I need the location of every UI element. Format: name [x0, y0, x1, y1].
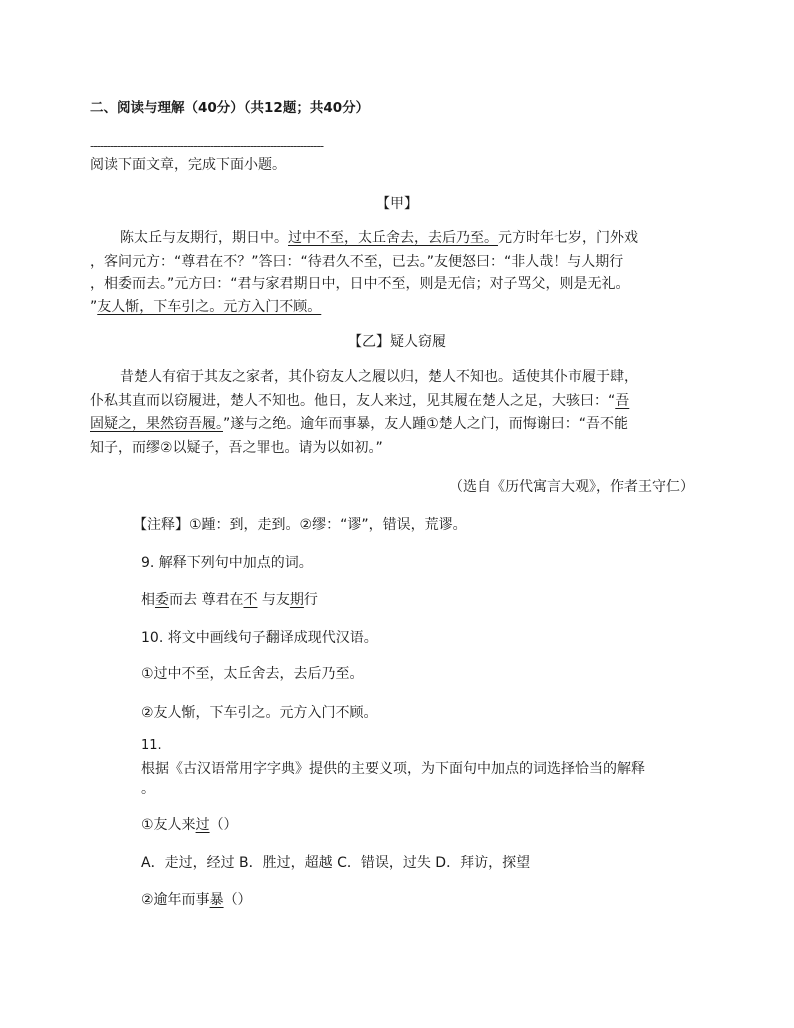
- divider-line: ----------------------------------------------------------------------: [90, 139, 324, 153]
- q9-item: 尊君在不: [201, 592, 258, 608]
- passage-b-line: 昔楚人有宿于其友之家者，其仆窃友人之履以归，楚人不知也。适使其仆市履于肆，: [120, 369, 638, 385]
- passage-a-line: ，相委而去。”元方曰：“君与家君期日中，日中不至，则是无信；对子骂父，则是无礼。: [90, 276, 630, 292]
- notes: 【注释】①踵：到，走到。②缪：“谬”，错误，荒谬。: [133, 517, 467, 533]
- passage-a-line: ，客问元方：“尊君在不？”答曰：“待君久不至，已去。”友便怒曰：“非人哉！与人期行: [90, 254, 624, 270]
- question-11-sub1: ①友人来过（）: [141, 817, 238, 833]
- passage-b-heading: 【乙】疑人窃履: [348, 334, 446, 350]
- passage-b-line: 知子，而缪②以疑子，吾之罪也。请为以如初。”: [90, 440, 383, 456]
- question-9: 9. 解释下列句中加点的词。: [141, 555, 313, 571]
- question-9-items: [141, 589, 318, 609]
- passage-a-line: ”友人惭，下车引之。元方入门不顾。: [90, 299, 322, 315]
- question-11: 根据《古汉语常用字字典》提供的主要义项，为下面句中加点的词选择恰当的解释: [141, 761, 645, 777]
- question-11-end: 。: [141, 781, 155, 797]
- q9-item: 与友期行: [261, 592, 318, 608]
- question-11-options: A．走过，经过 B．胜过，超越 C．错误，过失 D．拜访，探望: [141, 855, 531, 871]
- question-10: 10. 将文中画线句子翻译成现代汉语。: [141, 630, 378, 646]
- question-11-sub2: ②逾年而事暴（）: [141, 892, 252, 908]
- question-10-item: ①过中不至，太丘舍去，去后乃至。: [141, 666, 364, 682]
- passage-b-source: （选自《历代寓言大观》，作者王守仁）: [449, 479, 694, 495]
- passage-a-heading: 【甲】: [376, 196, 418, 212]
- instruction-text: 阅读下面文章，完成下面小题。: [90, 157, 286, 173]
- question-11-number: 11.: [141, 738, 162, 753]
- section-title: 二、阅读与理解（40分）（共12题；共40分）: [90, 100, 370, 116]
- q9-item: 相委而去: [141, 592, 197, 608]
- question-10-item: ②友人惭，下车引之。元方入门不顾。: [141, 705, 378, 721]
- passage-b-line: 固疑之，果然窃吾履。”遂与之绝。逾年而事暴，友人踵①楚人之门，而悔谢曰：“吾不能: [90, 416, 629, 432]
- passage-a-line: 陈太丘与友期行，期日中。过中不至，太丘舍去，去后乃至。元方时年七岁，门外戏: [120, 230, 638, 246]
- passage-b-line: 仆私其直而以窃履进，楚人不知也。他日，友人来过，见其履在楚人之足，大骇曰：“吾: [90, 393, 630, 409]
